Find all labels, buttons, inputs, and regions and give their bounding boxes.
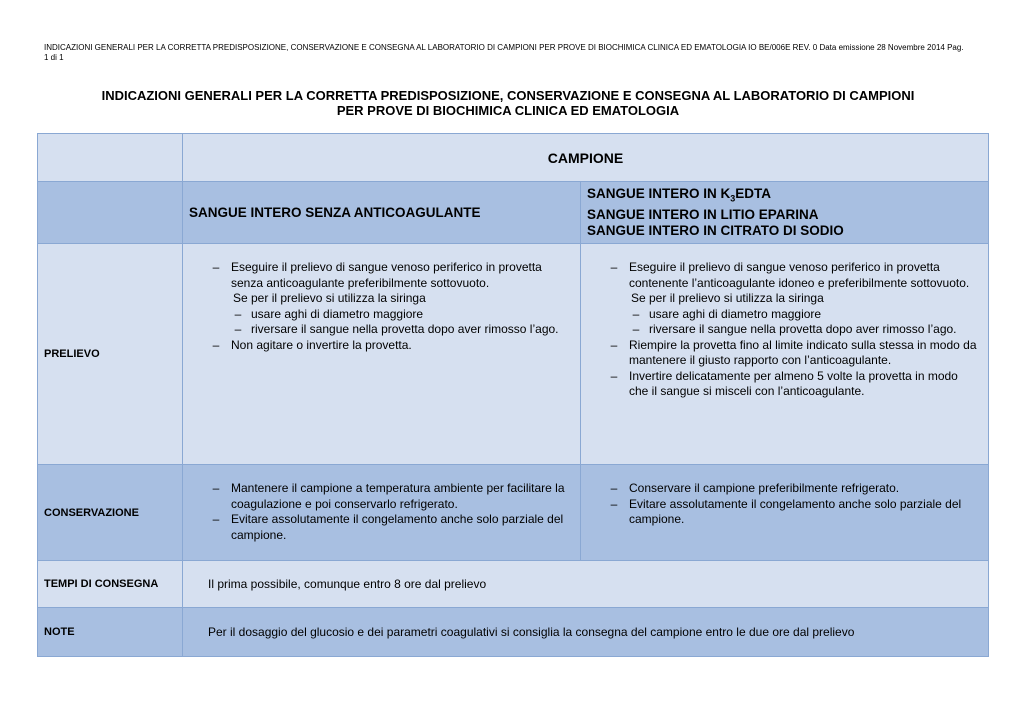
list-note: Se per il prelievo si utilizza la siringa: [631, 291, 824, 305]
row-label-prelievo: PRELIEVO: [38, 244, 183, 465]
conservazione-col2-list: [607, 481, 980, 528]
conservazione-col2-cell: [581, 465, 989, 561]
list-item: – Conservare il campione preferibilmente refrigerato.: [610, 481, 900, 495]
document-title: [40, 88, 976, 118]
list-subitem: – usare aghi di diametro maggiore: [234, 306, 424, 321]
list-item: – Non agitare o invertire la provetta.: [212, 337, 412, 352]
instructions-table: [37, 133, 989, 657]
prelievo-col1-list: [209, 260, 572, 353]
empty-header-cell: [38, 182, 183, 244]
column-header-line-litio-eparina: SANGUE INTERO IN LITIO EPARINA: [587, 206, 819, 222]
list-subitem: – riversare il sangue nella provetta dopo aver rimosso l’ago.: [234, 322, 559, 336]
row-label-tempi-di-consegna: TEMPI DI CONSEGNA: [38, 561, 183, 608]
empty-corner-cell: [38, 134, 183, 182]
table-row-column-headers: [38, 182, 989, 244]
table-row-campione: [38, 134, 989, 182]
note-text: Per il dosaggio del glucosio e dei parametri coagulativi si consiglia la consegna del campione entro le due ore dal prelievo: [183, 608, 989, 657]
list-item: – Riempire la provetta fino al limite indicato sulla stessa in modo da mantenere il giusto rapporto con l’anticoagulante.: [610, 337, 977, 367]
title-line-1: INDICAZIONI GENERALI PER LA CORRETTA PREDISPOSIZIONE, CONSERVAZIONE E CONSEGNA AL LABORATORIO DI CAMPIONI: [101, 88, 915, 103]
list-subitem: – riversare il sangue nella provetta dopo aver rimosso l’ago.: [632, 322, 957, 336]
row-label-note: NOTE: [38, 608, 183, 657]
document-header-note: INDICAZIONI GENERALI PER LA CORRETTA PREDISPOSIZIONE, CONSERVAZIONE E CONSEGNA AL LABORATORIO DI CAMPIONI PER PROVE DI BIOCHIMICA CLINICA ED EMATOLOGIA IO BE/006E REV. 0 Data emissione 28 Novembre 2014 Pag. 1 di 1: [44, 43, 964, 62]
list-item: – Mantenere il campione a temperatura ambiente per facilitare la coagulazione e poi conservarlo refrigerato.: [212, 481, 565, 511]
conservazione-col1-cell: [183, 465, 581, 561]
list-item: – Evitare assolutamente il congelamento anche solo parziale del campione.: [212, 512, 564, 542]
table-row-prelievo: [38, 244, 989, 465]
prelievo-col2-cell: [581, 244, 989, 465]
prelievo-col1-cell: [183, 244, 581, 465]
column-header-line-k3edta: SANGUE INTERO IN $K_3EDTA$: [587, 186, 772, 204]
list-item: – Evitare assolutamente il congelamento anche solo parziale del campione.: [610, 496, 962, 526]
list-item: – Invertire delicatamente per almeno 5 volte la provetta in modo che il sangue si misceli con l’anticoagulante.: [610, 368, 958, 398]
table-row-conservazione: [38, 465, 989, 561]
table-row-note: [38, 608, 989, 657]
campione-header: CAMPIONE: [183, 134, 989, 182]
list-subitem: – usare aghi di diametro maggiore: [632, 306, 822, 321]
conservazione-col1-list: [209, 481, 572, 543]
title-line-2: PER PROVE DI BIOCHIMICA CLINICA ED EMATOLOGIA: [336, 103, 680, 118]
list-note: Se per il prelievo si utilizza la siringa: [233, 291, 426, 305]
tempi-di-consegna-text: Il prima possibile, comunque entro 8 ore dal prelievo: [183, 561, 989, 608]
list-item: – Eseguire il prelievo di sangue venoso periferico in provetta senza anticoagulante preferibilmente sottovuoto.: [212, 260, 542, 290]
column-header-line-citrato: SANGUE INTERO IN CITRATO DI SODIO: [587, 222, 844, 238]
list-item: – Eseguire il prelievo di sangue venoso periferico in provetta contenente l’anticoagulante idoneo e preferibilmente sottovuoto.: [610, 260, 970, 290]
column-header-con-anticoagulante: [581, 182, 989, 244]
prelievo-col2-list: [607, 260, 980, 400]
row-label-conservazione: CONSERVAZIONE: [38, 465, 183, 561]
column-header-senza-anticoagulante: SANGUE INTERO SENZA ANTICOAGULANTE: [183, 182, 581, 244]
table-row-tempi-di-consegna: [38, 561, 989, 608]
